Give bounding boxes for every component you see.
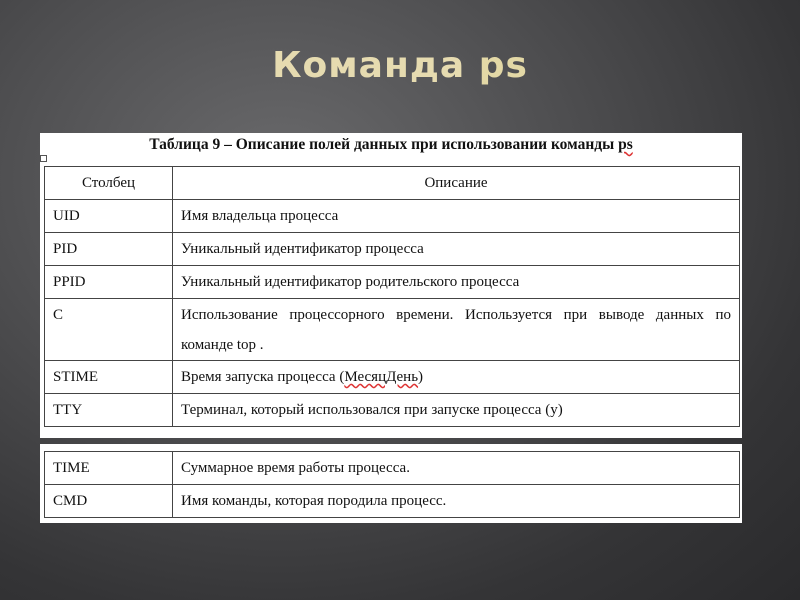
fields-table-continuation [44,451,740,518]
cell-description: Терминал, который использовался при запуске процесса (y) [173,394,740,427]
table-row [45,266,740,299]
table-row [45,299,740,361]
table-row [45,200,740,233]
table-row [45,452,740,485]
header-description: Описание [173,167,740,200]
cell-column: TTY [45,394,173,427]
cell-column: PPID [45,266,173,299]
table-row [45,361,740,394]
cell-description: Суммарное время работы процесса. [173,452,740,485]
table-row [45,485,740,518]
table-row [45,394,740,427]
table-header-row [45,167,740,200]
cell-description: Уникальный идентификатор процесса [173,233,740,266]
table-card-main [40,133,742,438]
cell-column: UID [45,200,173,233]
table-caption-text: Таблица 9 – Описание полей данных при использовании команды [149,136,615,153]
cell-description-spellcheck: МесяцДень [344,369,419,385]
fields-table [44,166,740,427]
cell-description-prefix: Время запуска процесса ( [181,369,345,385]
slide-title-command: ps [478,45,528,86]
cell-column: STIME [45,361,173,394]
slide-title [0,45,800,86]
cell-column: C [45,299,173,361]
cell-description [173,361,740,394]
cell-column: PID [45,233,173,266]
cell-description: Использование процессорного времени. Используется при выводе данных по команде top . [173,299,740,361]
header-column: Столбец [45,167,173,200]
table-caption-command: ps [618,136,633,153]
cell-description: Имя команды, которая породила процесс. [173,485,740,518]
cell-description: Имя владельца процесса [173,200,740,233]
cell-column: TIME [45,452,173,485]
table-move-handle[interactable] [40,155,47,162]
cell-description-suffix: ) [418,369,424,385]
cell-description: Уникальный идентификатор родительского процесса [173,266,740,299]
table-card-continuation [40,444,742,523]
slide-title-prefix: Команда [272,45,466,86]
table-row [45,233,740,266]
cell-column: CMD [45,485,173,518]
table-caption [40,136,742,154]
